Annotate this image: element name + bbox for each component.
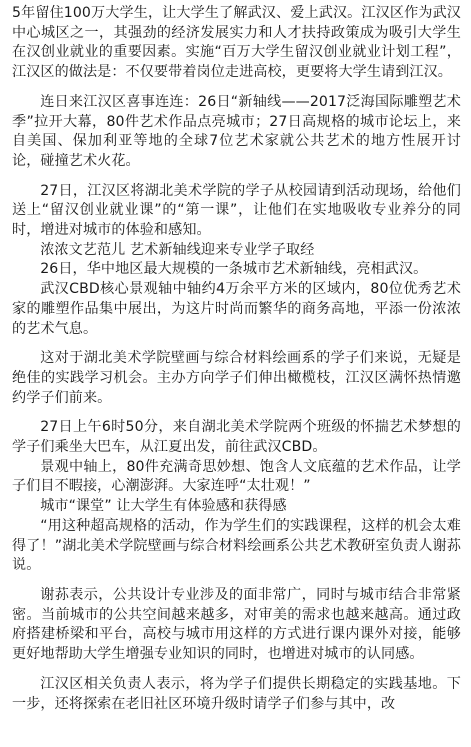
article-paragraph: 5年留住100万大学生，让大学生了解武汉、爱上武汉。江汉区作为武汉中心城区之一，其强劲的经济发展实力和人才扶持政策成为吸引大学生在汉创业就业的重要因素。实施“百万大学生留汉创业就业计划工程”，江汉区的做法是：不仅要带着岗位走进高校，更要将大学生请到江汉。: [12, 5, 461, 81]
section-heading: 城市“课堂” 让大学生有体验感和获得感: [40, 498, 287, 515]
article-paragraph: 谢荪表示，公共设计专业涉及的面非常广，同时与城市结合非常紧密。当前城市的公共空间越来越多，对审美的需求也越来越高。通过政府搭建桥梁和平台，高校与城市用这样的方式进行课内课外对接，能够更好地帮助大学生增强专业知识的同时，也增进对城市的认同感。: [12, 586, 461, 663]
article-paragraph: “用这种超高规格的活动，作为学生们的实践课程，这样的机会太难得了！”湖北美术学院壁画与综合材料绘画系公共艺术教研室负责人谢荪说。: [12, 517, 461, 574]
article-paragraph: 26日，华中地区最大规模的一条城市艺术新轴线，亮相武汉。: [40, 261, 428, 278]
section-heading: 浓浓文艺范儿 艺术新轴线迎来专业学子取经: [40, 241, 315, 258]
article-paragraph: 江汉区相关负责人表示，将为学子们提供长期稳定的实践基地。下一步，还将探索在老旧社区环境升级时请学子们参与其中，改: [12, 675, 461, 712]
article-paragraph: 连日来江汉区喜事连连：26日“新轴线——2017泛海国际雕塑艺术季”拉开大幕，80件艺术作品点亮城市；27日高规格的城市论坛上，来自美国、保加利亚等地的全球7位艺术家就公共艺术的地方性展开讨论，碰撞艺术火花。: [12, 93, 461, 169]
article-paragraph: 27日，江汉区将湖北美术学院的学子从校园请到活动现场，给他们送上“留汉创业就业课”的“第一课”，让他们在实地吸收专业养分的同时，增进对城市的体验和感知。: [12, 182, 461, 239]
article-paragraph: 27日上午6时50分，来自湖北美术学院两个班级的怀揣艺术梦想的学子们乘坐大巴车，从江夏出发，前往武汉CBD。: [12, 419, 461, 456]
article-paragraph: 这对于湖北美术学院壁画与综合材料绘画系的学子们来说，无疑是绝佳的实践学习机会。主办方向学子们伸出橄榄枝，江汉区满怀热情邀约学子们前来。: [12, 350, 461, 406]
article-paragraph: 武汉CBD核心景观轴中轴约4万余平方米的区域内，80位优秀艺术家的雕塑作品集中展出，为这片时尚而繁华的商务高地，平添一份浓浓的艺术气息。: [12, 281, 461, 337]
article-paragraph: 景观中轴上，80件充满奇思妙想、饱含人文底蕴的艺术作品，让学子们目不暇接，心潮澎湃。大家连呼“太壮观！”: [12, 458, 461, 495]
